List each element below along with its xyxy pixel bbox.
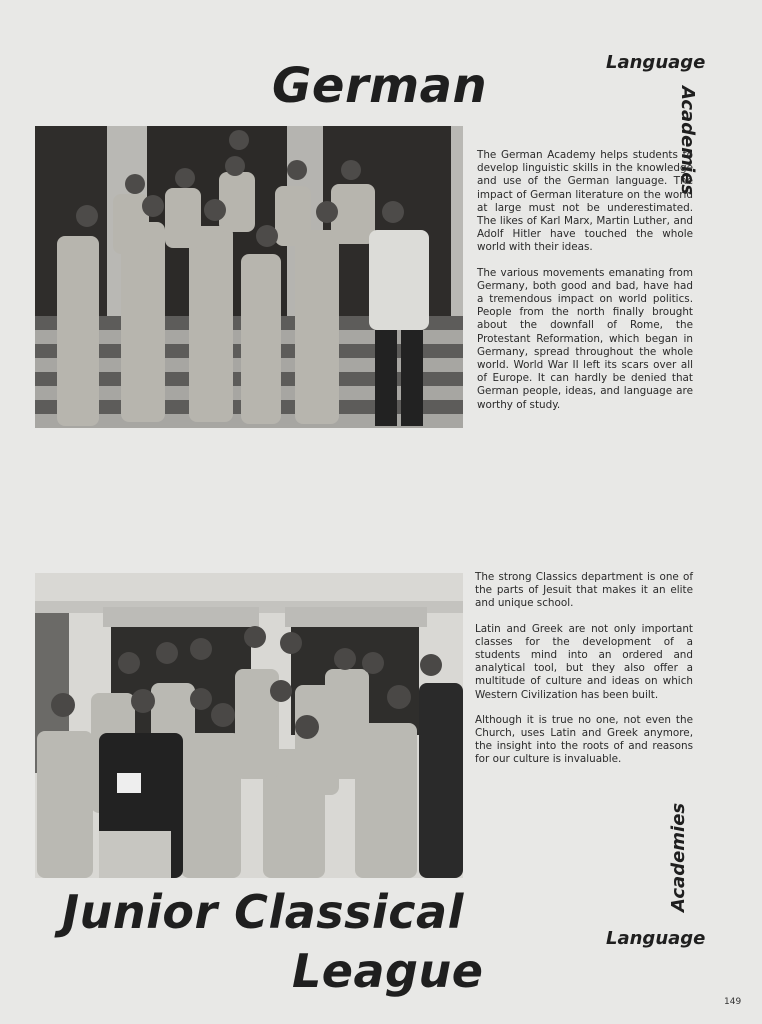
side-label-language-top: Language — [606, 52, 706, 73]
page-number: 149 — [724, 997, 742, 1007]
german-photo-illustration — [35, 126, 463, 428]
jcl-description — [475, 571, 693, 779]
jcl-title-line-1: Junior Classical — [62, 885, 464, 939]
jcl-title-line-2: League — [292, 944, 484, 998]
german-title: German — [272, 58, 488, 114]
side-label-language-bottom: Language — [606, 928, 706, 949]
jcl-paragraph-3: Although it is true no one, not even the Church, uses Latin and Greek anymore, the insight into the roots of and reasons for our culture is invaluable. — [475, 713, 693, 766]
jcl-photo-illustration — [35, 573, 463, 878]
side-label-academies-top: Academies — [677, 86, 698, 196]
jcl-paragraph-1: The strong Classics department is one of the parts of Jesuit that makes it an elite and unique school. — [475, 571, 693, 610]
german-paragraph-1: The German Academy helps students to develop linguistic skills in the knowledge and use of the German language. The impact of German literature on the world at large must not be underestimated. The likes of Karl Marx, Martin Luther, and Adolf Hitler have touched the whole world with their ideas. — [477, 149, 693, 254]
jcl-paragraph-2: Latin and Greek are not only important classes for the development of a students mind into an ordered and analytical tool, but they also offer a multitude of culture and ideas on which Western Civilization has been built. — [475, 622, 693, 701]
jcl-group-photo — [35, 573, 463, 878]
german-paragraph-2: The various movements emanating from Germany, both good and bad, have had a tremendous impact on world politics. People from the north finally brought about the downfall of Rome, the Protestant Reformation, which began in Germany, spread throughout the whole world. World War II left its scars over all of Europe. It can hardly be denied that German people, ideas, and language are worthy of study. — [477, 266, 693, 411]
german-description — [477, 149, 693, 424]
side-label-academies-bottom: Academies — [668, 802, 689, 912]
german-group-photo — [35, 126, 463, 428]
